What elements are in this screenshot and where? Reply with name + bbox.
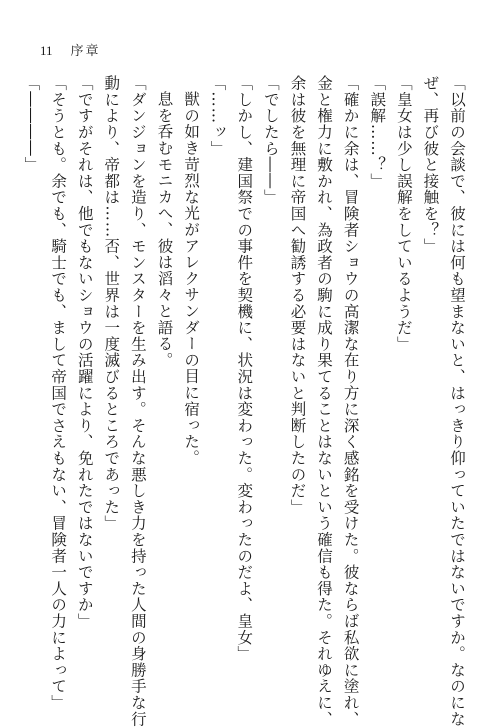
text-line: 「誤解……？」	[368, 75, 387, 190]
text-line: 「確かに余は、冒険者ショウの高潔な在り方に深く感銘を受けた。彼ならば私欲に塗れ、	[341, 75, 360, 727]
text-line: 「――――」	[22, 75, 41, 173]
text-line: ぜ、再び彼と接触を？」	[421, 75, 440, 255]
text-line: 獣の如き苛烈な光がアレクサンダーの目に宿った。	[182, 90, 201, 466]
text-line: 「でしたら――」	[261, 75, 280, 206]
text-line: 「しかし、建国祭での事件を契機に、状況は変わった。変わったのだよ、皇女」	[235, 75, 254, 662]
text-line: 余は彼を無理に帝国へ勧誘する必要はないと判断したのだ」	[288, 75, 307, 516]
text-line: 動により、帝都は……否、世界は一度滅びるところであった」	[102, 75, 121, 532]
text-line: 「ダンジョンを造り、モンスターを生み出す。そんな悪しき力を持った人間の身勝手な行	[128, 75, 147, 727]
text-line: 「ですがそれは、他でもないショウの活躍により、免れたではないですか」	[75, 75, 94, 630]
body-text	[22, 75, 470, 727]
text-line: 息を呑むモニカへ、彼は滔々と語る。	[155, 90, 174, 368]
chapter-title: 序章	[70, 44, 101, 59]
text-line: 「以前の会談で、彼には何も望まないと、はっきり仰っていたではないですか。なのにな	[448, 75, 466, 727]
text-line: 「そうとも。余でも、騎士でも、まして帝国でさえもない、冒険者一人の力によって」	[49, 75, 68, 711]
page-number: 11	[40, 43, 53, 58]
text-line: 金と権力に敷かれ、為政者の駒に成り果てることはないという確信も得た。それゆえに、	[315, 75, 334, 727]
text-line: 「……ッ」	[208, 75, 227, 157]
page-header	[40, 40, 101, 59]
text-line: 「皇女は少し誤解をしているようだ」	[394, 75, 413, 353]
